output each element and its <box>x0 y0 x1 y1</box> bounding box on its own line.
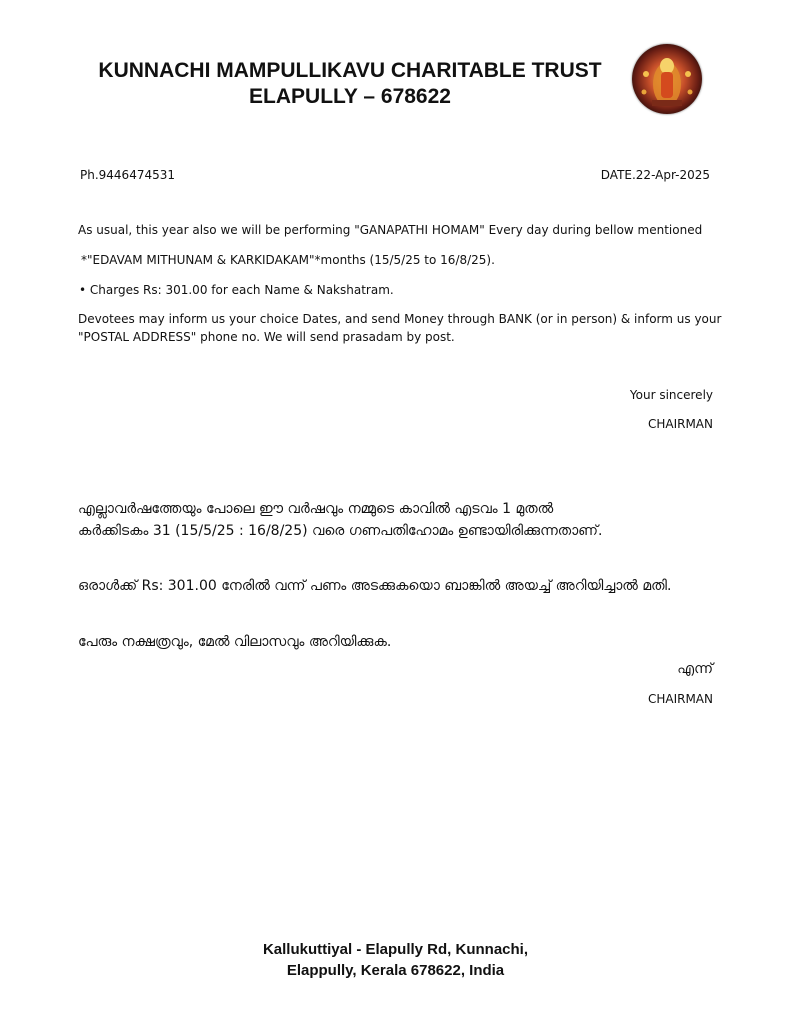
devotees-paragraph-line2: "POSTAL ADDRESS" phone no. We will send prasadam by post. <box>78 330 455 344</box>
footer-address-line1: Kallukuttiyal - Elapully Rd, Kunnachi, <box>262 941 529 958</box>
malayalam-paragraph-line1: എല്ലാവർഷത്തേയും പോലെ ഈ വർഷവും നമ്മുടെ കാവിൽ എടവം 1 മുതൽ <box>78 501 554 517</box>
temple-deity-icon <box>632 44 702 114</box>
charges-line: • Charges Rs: 301.00 for each Name & Nakshatram. <box>79 283 394 297</box>
malayalam-charges-line: ഒരാൾക്ക് Rs: 301.00 നേരിൽ വന്ന് പണം അടക്കുകയൊ ബാങ്കിൽ അയച്ച് അറിയിച്ചാൽ മതി. <box>78 578 672 594</box>
signatory-title: CHAIRMAN <box>647 417 713 431</box>
trust-name: KUNNACHI MAMPULLIKAVU CHARITABLE TRUST <box>98 59 602 82</box>
trust-location: ELAPULLY – 678622 <box>249 85 451 108</box>
malayalam-paragraph-line2: കർക്കിടകം 31 (15/5/25 : 16/8/25) വരെ ഗണപതിഹോമം ഉണ്ടായിരിക്കുന്നതാണ്. <box>78 523 603 539</box>
malayalam-request-line: പേരും നക്ഷത്രവും, മേൽ വിലാസവും അറിയിക്കുക. <box>78 634 392 650</box>
intro-paragraph: As usual, this year also we will be performing "GANAPATHI HOMAM" Every day during bellow mentioned <box>78 223 703 237</box>
devotees-paragraph-line1: Devotees may inform us your choice Dates, and send Money through BANK (or in person) & inform us your <box>78 312 722 326</box>
malayalam-signatory: CHAIRMAN <box>647 692 713 706</box>
footer-address-line2: Elappully, Kerala 678622, India <box>286 962 505 979</box>
months-line: *"EDAVAM MITHUNAM & KARKIDAKAM"*months (15/5/25 to 16/8/25). <box>81 253 495 267</box>
malayalam-closing: എന്ന് <box>677 661 713 677</box>
closing-salutation: Your sincerely <box>629 388 713 402</box>
phone-number: Ph.9446474531 <box>80 168 176 182</box>
letter-date: DATE.22-Apr-2025 <box>600 168 710 182</box>
